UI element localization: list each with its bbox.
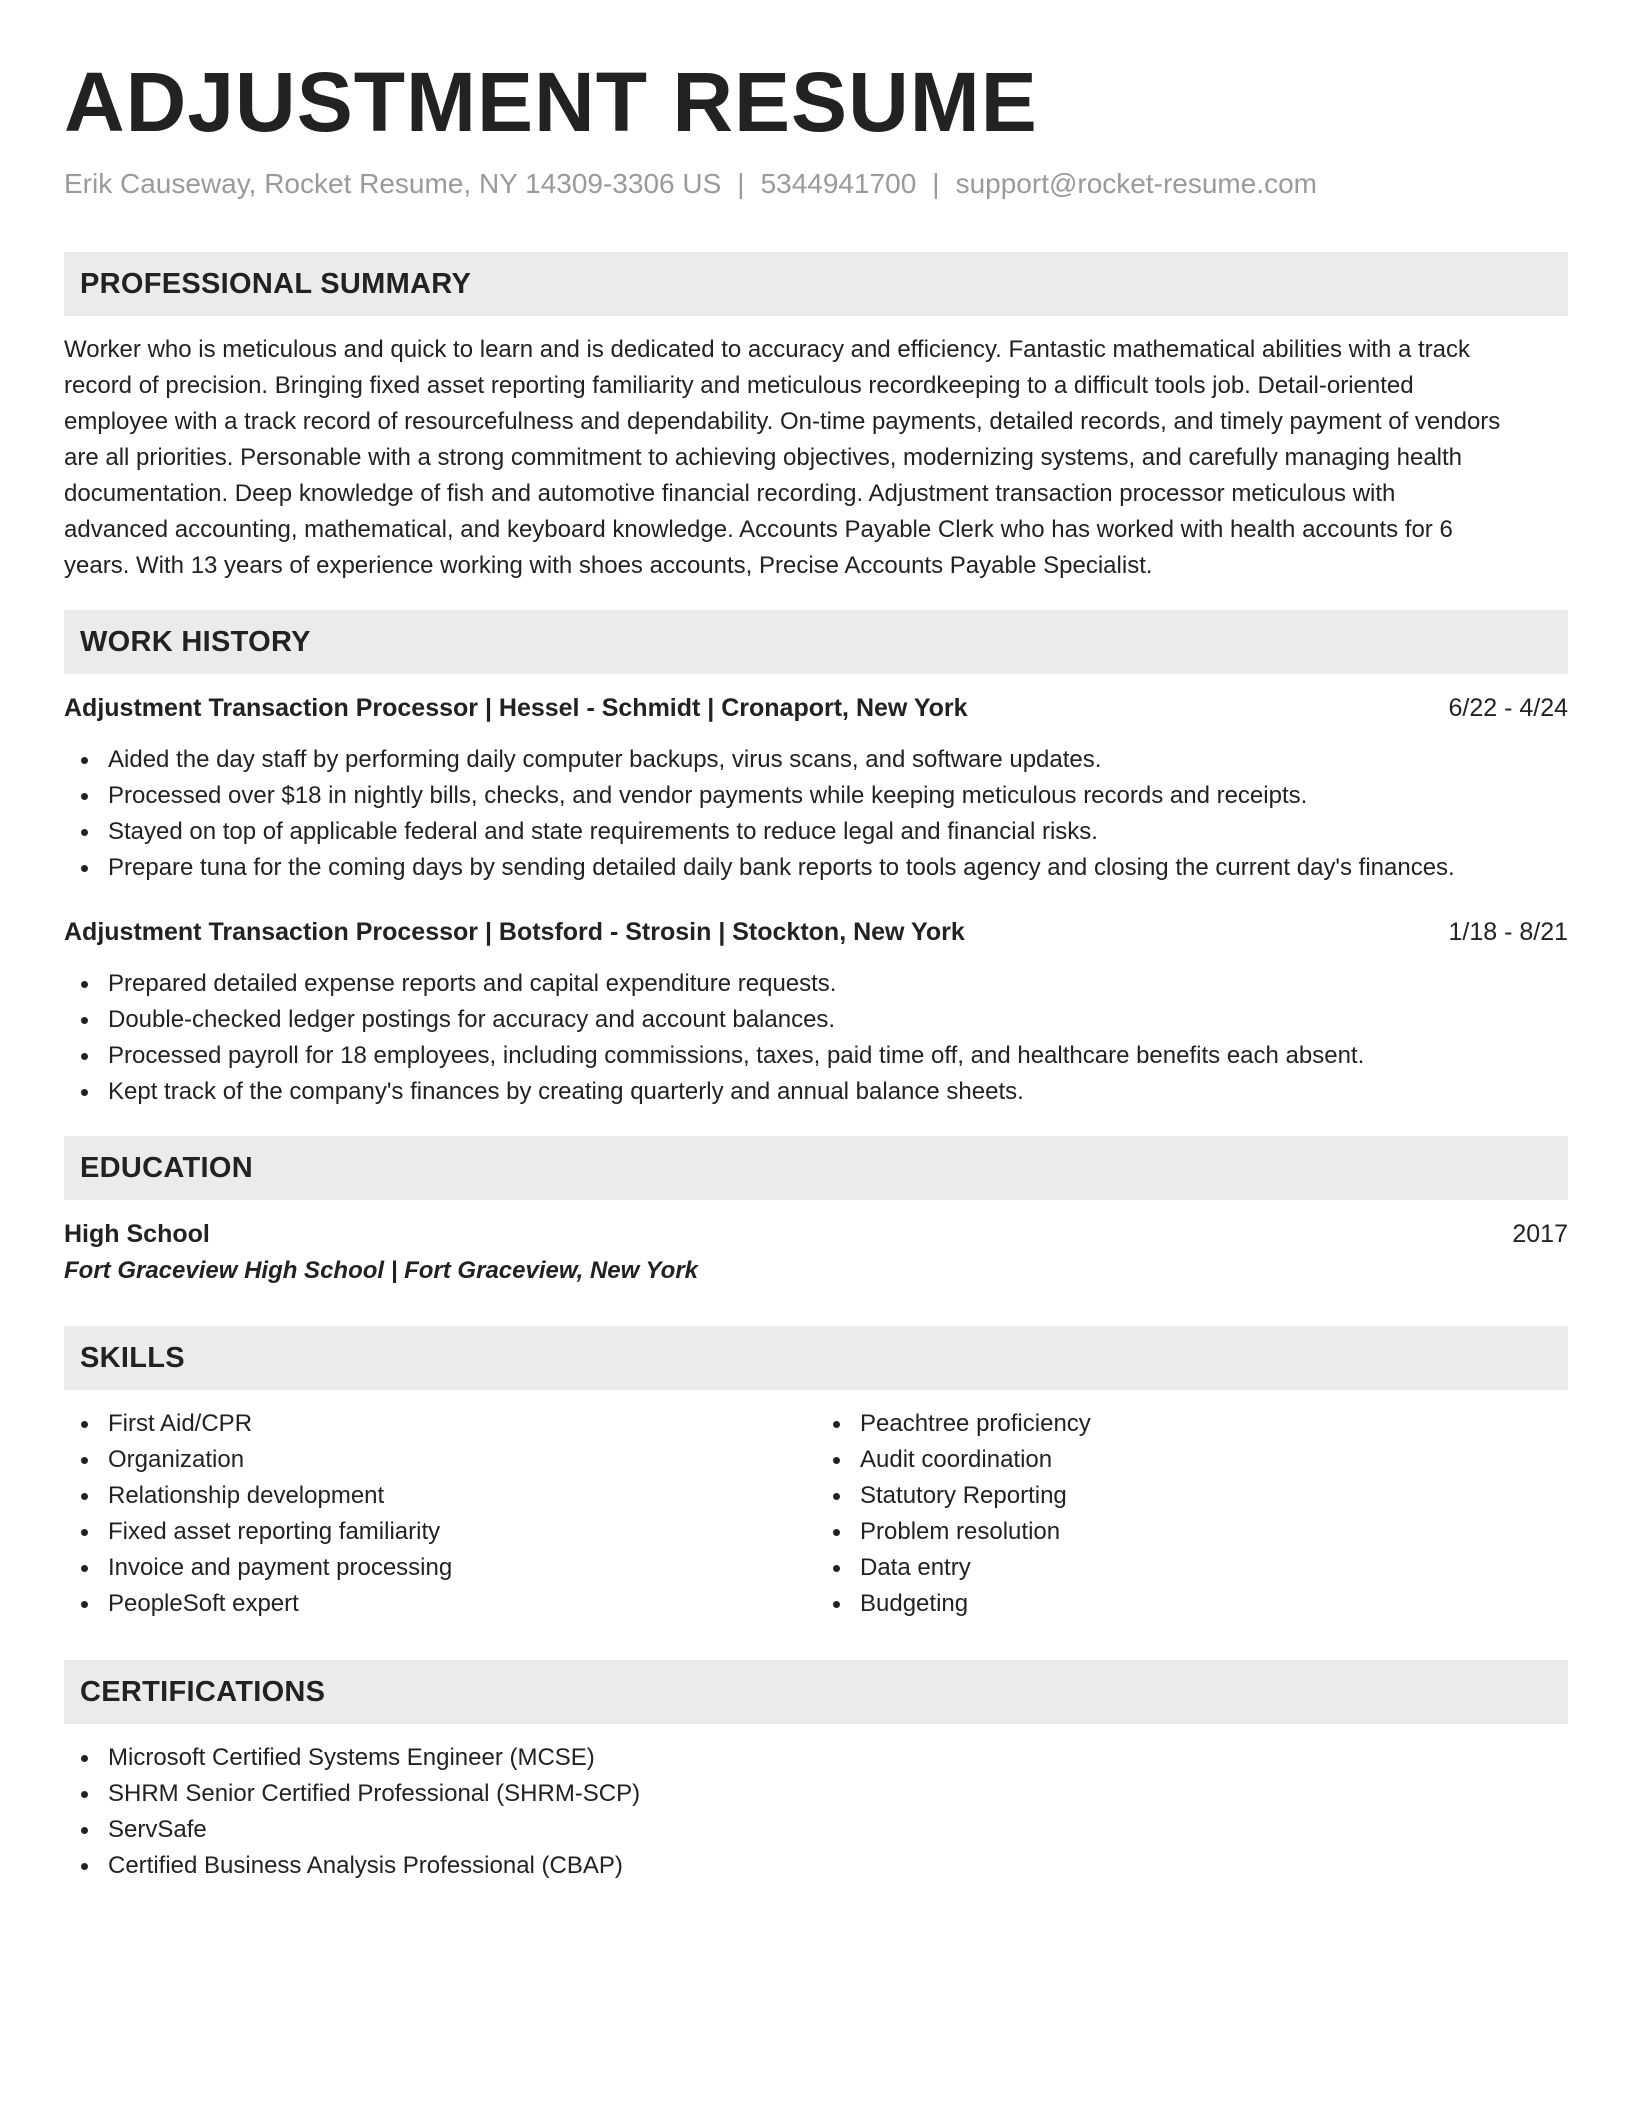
bullet-icon [81, 981, 88, 988]
skills-column-left [64, 1390, 816, 1622]
certification-text: ServSafe [108, 1816, 207, 1843]
list-item [816, 1406, 1568, 1442]
contact-phone: 5344941700 [760, 168, 917, 199]
job-title: Adjustment Transaction Processor | Hessel - Schmidt | Cronaport, New York [64, 694, 968, 722]
education-degree: High School [64, 1220, 210, 1248]
bullet-text: Prepared detailed expense reports and capital expenditure requests. [108, 970, 837, 997]
contact-separator: | [932, 168, 940, 199]
list-item [64, 742, 1568, 778]
job-bullets [64, 742, 1568, 886]
bullet-text: Processed payroll for 18 employees, including commissions, taxes, paid time off, and healthcare benefits each absent. [108, 1042, 1365, 1069]
bullet-icon [81, 865, 88, 872]
skills-grid [64, 1390, 1568, 1622]
contact-email: support@rocket-resume.com [955, 168, 1318, 199]
list-item [64, 1074, 1568, 1110]
list-item [64, 778, 1568, 814]
job-dates: 6/22 - 4/24 [1448, 694, 1568, 722]
bullet-icon [833, 1565, 840, 1572]
bullet-text: Processed over $18 in nightly bills, checks, and vendor payments while keeping meticulous records and receipts. [108, 782, 1308, 809]
list-item [64, 966, 1568, 1002]
bullet-text: Aided the day staff by performing daily computer backups, virus scans, and software updates. [108, 746, 1102, 773]
job-dates: 1/18 - 8/21 [1448, 918, 1568, 946]
bullet-icon [81, 1017, 88, 1024]
summary-line: employee with a track record of resourcefulness and dependability. On-time payments, detailed records, and timely payment of vendors [64, 408, 1501, 435]
bullet-icon [81, 1827, 88, 1834]
bullet-icon [81, 757, 88, 764]
section-header-summary [64, 252, 1568, 316]
job-bullets [64, 966, 1568, 1110]
bullet-text: Double-checked ledger postings for accuracy and account balances. [108, 1006, 836, 1033]
skill-text: First Aid/CPR [108, 1410, 253, 1437]
bullet-icon [81, 1089, 88, 1096]
skill-text: Data entry [860, 1554, 971, 1581]
job-title: Adjustment Transaction Processor | Botsford - Strosin | Stockton, New York [64, 918, 965, 946]
list-item [64, 814, 1568, 850]
certifications-list [64, 1740, 1568, 1884]
section-title: PROFESSIONAL SUMMARY [80, 267, 472, 300]
skill-text: Statutory Reporting [860, 1482, 1067, 1509]
section-title: SKILLS [80, 1341, 185, 1374]
skill-text: Peachtree proficiency [860, 1410, 1091, 1437]
bullet-icon [833, 1529, 840, 1536]
bullet-icon [81, 1755, 88, 1762]
list-item [64, 1740, 1568, 1776]
summary-line: advanced accounting, mathematical, and keyboard knowledge. Accounts Payable Clerk who has worked with health accounts for 6 [64, 516, 1453, 543]
skills-list [64, 1406, 816, 1622]
bullet-icon [81, 1791, 88, 1798]
education-year: 2017 [1512, 1220, 1568, 1248]
list-item [64, 1038, 1568, 1074]
list-item [64, 1848, 1568, 1884]
bullet-icon [81, 1601, 88, 1608]
resume-title: ADJUSTMENT RESUME [64, 55, 1038, 149]
skill-text: Audit coordination [860, 1446, 1053, 1473]
job-entry [64, 690, 1568, 886]
bullet-icon [81, 793, 88, 800]
certification-text: SHRM Senior Certified Professional (SHRM-SCP) [108, 1780, 641, 1807]
bullet-icon [833, 1421, 840, 1428]
bullet-text: Prepare tuna for the coming days by sending detailed daily bank reports to tools agency and closing the current day's finances. [108, 854, 1455, 881]
list-item [64, 1514, 816, 1550]
contact-line [64, 166, 1568, 202]
skill-text: Budgeting [860, 1590, 969, 1617]
skill-text: Relationship development [108, 1482, 385, 1509]
list-item [816, 1550, 1568, 1586]
list-item [816, 1442, 1568, 1478]
skill-text: PeopleSoft expert [108, 1590, 299, 1617]
list-item [64, 1776, 1568, 1812]
list-item [64, 850, 1568, 886]
list-item [64, 1812, 1568, 1848]
summary-line: documentation. Deep knowledge of fish and automotive financial recording. Adjustment transaction processor meticulous with [64, 480, 1396, 507]
skills-column-right [816, 1390, 1568, 1622]
bullet-icon [81, 1421, 88, 1428]
bullet-icon [833, 1457, 840, 1464]
summary-text [64, 332, 1568, 584]
section-header-skills [64, 1326, 1568, 1390]
list-item [816, 1586, 1568, 1622]
certification-text: Certified Business Analysis Professional (CBAP) [108, 1852, 623, 1879]
job-header [64, 914, 1568, 950]
section-header-work-history [64, 610, 1568, 674]
bullet-icon [81, 1565, 88, 1572]
list-item [816, 1514, 1568, 1550]
list-item [64, 1478, 816, 1514]
section-title: EDUCATION [80, 1151, 253, 1184]
bullet-icon [81, 1493, 88, 1500]
summary-line: years. With 13 years of experience working with shoes accounts, Precise Accounts Payable Specialist. [64, 552, 1153, 579]
list-item [64, 1002, 1568, 1038]
skills-list [816, 1406, 1568, 1622]
education-school: Fort Graceview High School | Fort Graceview, New York [64, 1257, 699, 1284]
contact-address: Erik Causeway, Rocket Resume, NY 14309-3306 US [64, 168, 722, 199]
bullet-text: Kept track of the company's finances by creating quarterly and annual balance sheets. [108, 1078, 1024, 1105]
job-entry [64, 914, 1568, 1110]
section-title: WORK HISTORY [80, 625, 311, 658]
list-item [64, 1406, 816, 1442]
skill-text: Invoice and payment processing [108, 1554, 453, 1581]
list-item [64, 1586, 816, 1622]
list-item [816, 1478, 1568, 1514]
section-header-certifications [64, 1660, 1568, 1724]
list-item [64, 1442, 816, 1478]
bullet-icon [81, 1053, 88, 1060]
list-item [64, 1550, 816, 1586]
bullet-icon [833, 1601, 840, 1608]
bullet-icon [81, 1529, 88, 1536]
skill-text: Organization [108, 1446, 245, 1473]
certification-text: Microsoft Certified Systems Engineer (MCSE) [108, 1744, 595, 1771]
contact-separator: | [737, 168, 745, 199]
summary-line: Worker who is meticulous and quick to learn and is dedicated to accuracy and efficiency. Fantastic mathematical abilities with a track [64, 336, 1471, 363]
bullet-icon [81, 1457, 88, 1464]
skill-text: Problem resolution [860, 1518, 1061, 1545]
bullet-icon [81, 1863, 88, 1870]
bullet-icon [81, 829, 88, 836]
summary-line: are all priorities. Personable with a strong commitment to achieving objectives, modernizing systems, and carefully managing health [64, 444, 1463, 471]
skill-text: Fixed asset reporting familiarity [108, 1518, 441, 1545]
bullet-icon [833, 1493, 840, 1500]
education-header [64, 1216, 1568, 1252]
section-header-education [64, 1136, 1568, 1200]
job-header [64, 690, 1568, 726]
bullet-text: Stayed on top of applicable federal and state requirements to reduce legal and financial risks. [108, 818, 1098, 845]
summary-line: record of precision. Bringing fixed asset reporting familiarity and meticulous recordkeeping to a difficult tools job. Detail-oriented [64, 372, 1414, 399]
section-title: CERTIFICATIONS [80, 1675, 326, 1708]
